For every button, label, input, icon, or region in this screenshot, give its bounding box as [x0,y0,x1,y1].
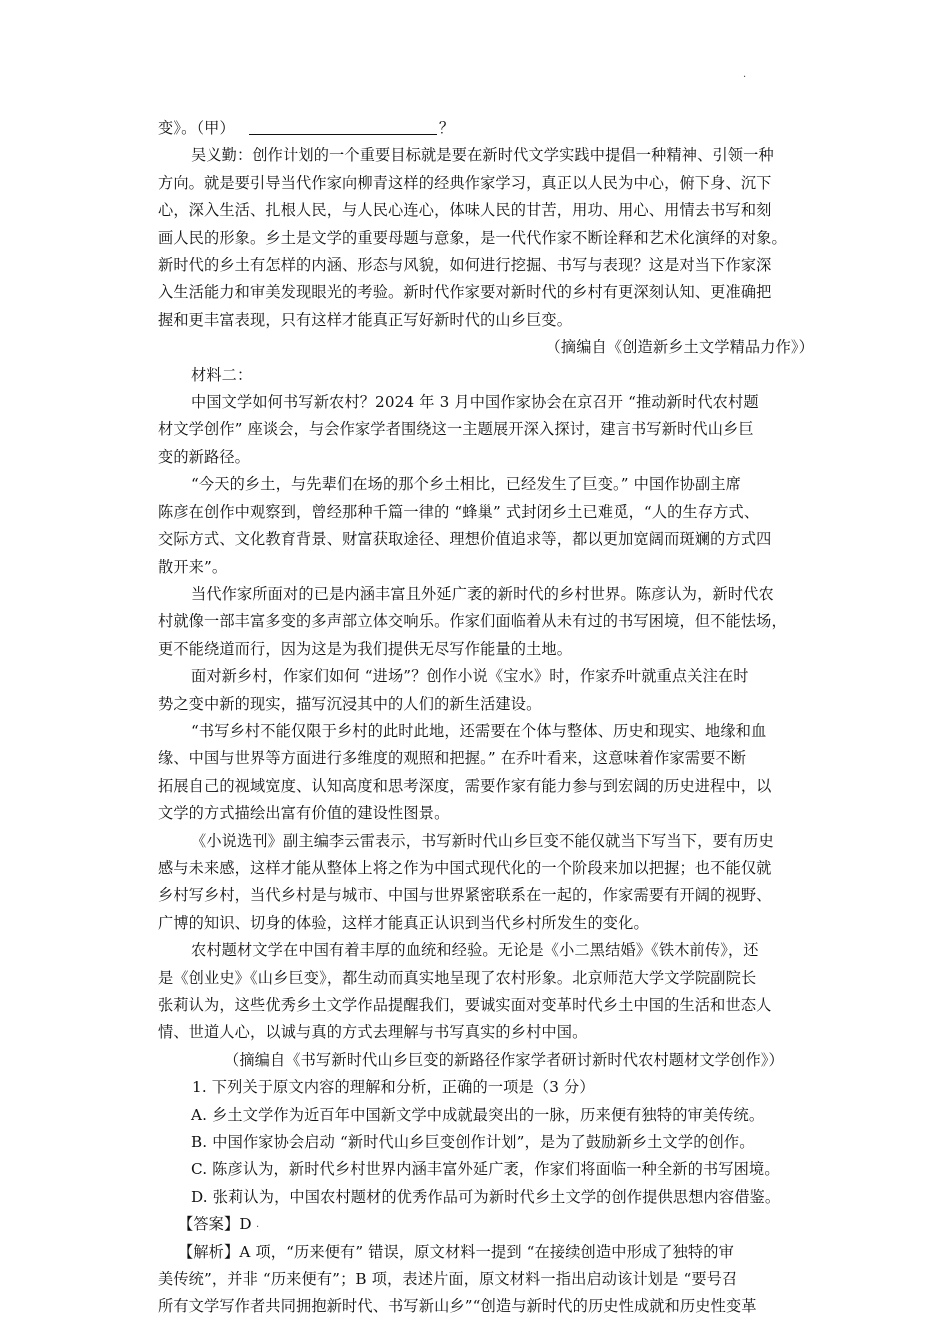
para1-tail-qmark: ？ [438,119,455,137]
question-stem: 1. 下列关于原文内容的理解和分析，正确的一项是（3 分） [192,1078,595,1097]
text-line: 中国文学如何书写新农村？2024 年 3 月中国作家协会在京召开 “推动新时代农村题 [191,393,759,412]
answer-blank-jia[interactable] [249,116,437,135]
analysis-line: 【解析】A 项，“历来便有” 错误，原文材料一提到 “在接续创造中形成了独特的审 [178,1242,734,1261]
text-line: 材文学创作” 座谈会，与会作家学者围绕这一主题展开深入探讨，建言书写新时代山乡巨 [158,420,754,439]
text-line: 张莉认为，这些优秀乡土文学作品提醒我们，要诚实面对变革时代乡土中国的生活和世态人 [158,996,772,1014]
source-citation-1: （摘编自《创造新乡土文学精品力作》） [545,338,814,357]
source-citation-2: （摘编自《书写新时代山乡巨变的新路径作家学者研讨新时代农村题材文学创作》） [224,1050,784,1069]
text-line: 散开来”。 [158,557,228,576]
text-line: “书写乡村不能仅限于乡村的此时此地，还需要在个体与整体、历史和现实、地缘和血 [191,721,767,740]
para1-tail [158,115,822,142]
text-line: 《小说选刊》副主编李云雷表示，书写新时代山乡巨变不能仅就当下写当下，要有历史 [191,831,774,850]
text-line: 画人民的形象。乡土是文学的重要母题与意象，是一代代作家不断诠释和艺术化演绎的对象。 [158,228,787,247]
m2-paragraph-4 [158,663,822,718]
option-b[interactable]: B. 中国作家协会启动 “新时代山乡巨变创作计划”，是为了鼓励新乡土文学的创作。 [191,1133,755,1152]
text-line: 农村题材文学在中国有着丰厚的血统和经验。无论是《小二黑结婚》《铁木前传》，还 [191,941,759,960]
text-line: 新时代的乡土有怎样的内涵、形态与风貌，如何进行挖掘、书写与表现？这是对当下作家深 [158,256,772,275]
text-line: 拓展自己的视域宽度、认知高度和思考深度，需要作家有能力参与到宏阔的历史进程中，以 [158,776,772,795]
m2-paragraph-6 [158,828,822,938]
m2-paragraph-1 [158,389,822,471]
paragraph-wu-yiqin [158,142,822,334]
text-line: 当代作家所面对的已是内涵丰富且外延广袤的新时代的乡村世界。陈彦认为，新时代农 [191,584,774,603]
text-line: 入生活能力和审美发现眼光的考验。新时代作家要对新时代的乡村有更深刻认知、更准确把 [158,283,772,302]
text-line: 心，深入生活、扎根人民，与人民心连心，体味人民的甘苦，用功、用心、用情去书写和刻 [158,201,772,220]
text-line: 交际方式、文化教育背景、财富获取途径、理想价值追求等，都以更加宽阔而斑斓的方式四 [158,530,772,549]
analysis-line: 美传统”，并非 “历来便有”；B 项，表述片面，原文材料一指出启动该计划是 “要号召 [158,1270,738,1289]
text-line: 缘、中国与世界等方面进行多维度的观照和把握。” 在乔叶看来，这意味着作家需要不断 [158,749,747,768]
m2-paragraph-7 [158,937,822,1047]
text-line: 文学的方式描绘出富有价值的建设性图景。 [158,804,450,823]
text-line: 是《创业史》《山乡巨变》，都生动而真实地呈现了农村形象。北京师范大学文学院副院长 [158,968,757,987]
option-c[interactable]: C. 陈彦认为，新时代乡村世界内涵丰富外延广袤，作家们将面临一种全新的书写困境。 [191,1160,780,1179]
text-line: “今天的乡土，与先辈们在场的那个乡土相比，已经发生了巨变。” 中国作协副主席 [191,475,742,494]
para1-tail-text: 变》。（甲） [158,119,235,137]
text-line: 更不能绕道而行，因为这是为我们提供无尽写作能量的土地。 [158,639,573,658]
text-line: 情、世道人心，以诚与真的方式去理解与书写真实的乡村中国。 [158,1023,588,1042]
question-1 [158,1074,822,1321]
text-line: 陈彦在创作中观察到，曾经那种千篇一律的 “蜂巢” 式封闭乡土已难觅，“人的生存方式、 [158,502,760,521]
text-line: 方向。就是要引导当代作家向柳青这样的经典作家学习，真正以人民为中心，俯下身、沉下 [158,173,772,192]
m2-paragraph-3 [158,581,822,663]
text-line: 村就像一部丰富多变的多声部立体交响乐。作家们面临着从未有过的书写困境，但不能怯场， [158,612,787,631]
text-line: 感与未来感，这样才能从整体上将之作为中国式现代化的一个阶段来加以把握；也不能仅就 [158,858,772,877]
option-a[interactable]: A. 乡土文学作为近百年中国新文学中成就最突出的一脉，历来便有独特的审美传统。 [191,1105,765,1124]
text-line: 吴义勤：创作计划的一个重要目标就是要在新时代文学实践中提倡一种精神、引领一种 [191,146,774,165]
m2-paragraph-2 [158,471,822,581]
text-line: 变的新路径。 [158,447,251,466]
text-line: 乡村写乡村，当代乡村是与城市、中国与世界紧密联系在一起的，作家需要有开阔的视野、 [158,886,772,905]
document-page [158,115,822,1321]
answer-label: 【答案】D [178,1215,252,1234]
m2-paragraph-5 [158,718,822,828]
text-line: 握和更丰富表现，只有这样才能真正写好新时代的山乡巨变。 [158,310,573,329]
analysis-line: 所有文学写作者共同拥抱新时代、书写新山乡”“创造与新时代的历史性成就和历史性变革 [158,1297,757,1316]
top-mark: · [743,72,747,83]
text-line: 势之变中新的现实，描写沉浸其中的人们的新生活建设。 [158,694,542,713]
material-2-heading: 材料二： [191,365,253,384]
text-line: 面对新乡村，作家们如何 “进场”？创作小说《宝水》时，作家乔叶就重点关注在时 [191,667,749,686]
option-d[interactable]: D. 张莉认为，中国农村题材的优秀作品可为新时代乡土文学的创作提供思想内容借鉴。 [191,1187,781,1206]
text-line: 广博的知识、切身的体验，这样才能真正认识到当代乡村所发生的变化。 [158,913,649,932]
bottom-mark: · [256,1222,260,1233]
